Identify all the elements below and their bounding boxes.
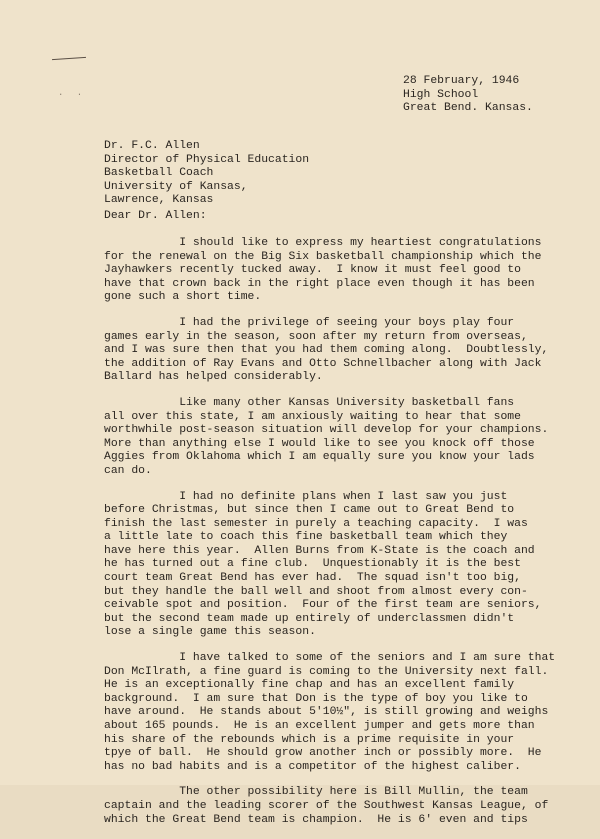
paragraph-line: lose a single game this season. — [104, 626, 316, 639]
paragraph-line: has no bad habits and is a competitor of the highest caliber. — [104, 760, 521, 773]
paragraph-line: before Christmas, but since then I came out to Great Bend to — [104, 504, 515, 517]
paragraph-line: worthwhile post-season situation will develop for your champions. — [104, 424, 549, 437]
paragraph-line: Ballard has helped considerably. — [104, 371, 323, 384]
paragraph-line: his share of the rebounds which is a prime requisite in your — [104, 733, 515, 746]
paragraph-line: the addition of Ray Evans and Otto Schnellbacher along with Jack — [104, 357, 542, 370]
paragraph-line: background. I am sure that Don is the type of boy you like to — [104, 692, 528, 705]
paragraph-line: and I was sure then that you had them coming along. Doubtlessly, — [104, 344, 549, 357]
paragraph-line: which the Great Bend team is champion. He is 6' even and tips — [104, 813, 528, 826]
recipient-address — [104, 140, 309, 208]
paragraph-line: captain and the leading scorer of the Southwest Kansas League, of — [104, 799, 549, 812]
letter-body — [104, 237, 594, 839]
address-line: Dr. F.C. Allen — [104, 140, 200, 152]
address-line: University of Kansas, — [104, 180, 248, 193]
paragraph-line: he has turned out a fine club. Unquestionably it is the best — [104, 558, 521, 571]
paragraph-line: I should like to express my heartiest congratulations — [104, 237, 542, 249]
paragraph-line: Like many other Kansas University basketball fans — [104, 396, 515, 409]
paragraph — [104, 397, 594, 479]
paragraph-line: The other possibility here is Bill Mullin, the team — [104, 786, 528, 799]
paragraph-line: I had the privilege of seeing your boys play four — [104, 316, 515, 329]
paragraph — [104, 491, 594, 641]
sender-place-line2: Great Bend. Kansas. — [403, 102, 533, 114]
salutation: Dear Dr. Allen: — [104, 210, 207, 222]
paragraph-line: can do. — [104, 464, 152, 477]
paragraph-line: gone such a short time. — [104, 291, 262, 304]
paragraph-line: He is an exceptionally fine chap and has an excellent family — [104, 679, 515, 692]
paragraph-line: I had no definite plans when I last saw you just — [104, 490, 508, 503]
paragraph-line: for the renewal on the Big Six basketball championship which the — [104, 250, 542, 263]
pen-mark — [52, 57, 86, 60]
paragraph-line: have around. He stands about 5'10½", is still growing and weighs — [104, 706, 549, 719]
paragraph-line: Aggies from Oklahoma which I am equally sure you know your lads — [104, 451, 535, 464]
paragraph-line: have here this year. Allen Burns from K-State is the coach and — [104, 544, 535, 557]
paragraph-line: Don McIlrath, a fine guard is coming to the University next fall. — [104, 665, 549, 678]
paragraph-line: tpye of ball. He should grow another inch or possibly more. He — [104, 747, 542, 760]
paragraph-line: court team Great Bend has ever had. The squad isn't too big, — [104, 572, 521, 585]
paragraph-line: finish the last semester in purely a teaching capacity. I was — [104, 517, 528, 530]
address-line: Basketball Coach — [104, 167, 214, 179]
paragraph-line: I have talked to some of the seniors and I am sure that — [104, 652, 556, 665]
date-block — [403, 75, 533, 116]
paragraph-line: games early in the season, soon after my return from overseas, — [104, 330, 528, 343]
paragraph-line: Jayhawkers recently tucked away. I know it must feel good to — [104, 264, 521, 277]
paragraph-line: ceivable spot and position. Four of the first team are seniors, — [104, 599, 542, 612]
paragraph — [104, 786, 594, 827]
address-line: Director of Physical Education — [104, 153, 310, 166]
paragraph — [104, 317, 594, 385]
letter-date: 28 February, 1946 — [403, 75, 520, 87]
paragraph-line: have that crown back in the right place even though it has been — [104, 277, 535, 290]
paragraph-line: More than anything else I would like to see you knock off those — [104, 437, 535, 450]
paragraph-line: all over this state, I am anxiously waiting to hear that some — [104, 410, 521, 423]
paragraph-line: about 165 pounds. He is an excellent jumper and gets more than — [104, 720, 535, 732]
paragraph — [104, 652, 594, 774]
paragraph-line: a little late to coach this fine basketball team which they — [104, 531, 508, 544]
sender-place-line1: High School — [403, 88, 479, 101]
paragraph-line: but the second team made up entirely of underclassmen didn't — [104, 612, 515, 625]
paragraph — [104, 237, 594, 305]
paper-specks: . . — [58, 88, 87, 98]
paragraph-line: but they handle the ball well and shoot from almost every con- — [104, 585, 528, 598]
address-line: Lawrence, Kansas — [104, 194, 214, 206]
